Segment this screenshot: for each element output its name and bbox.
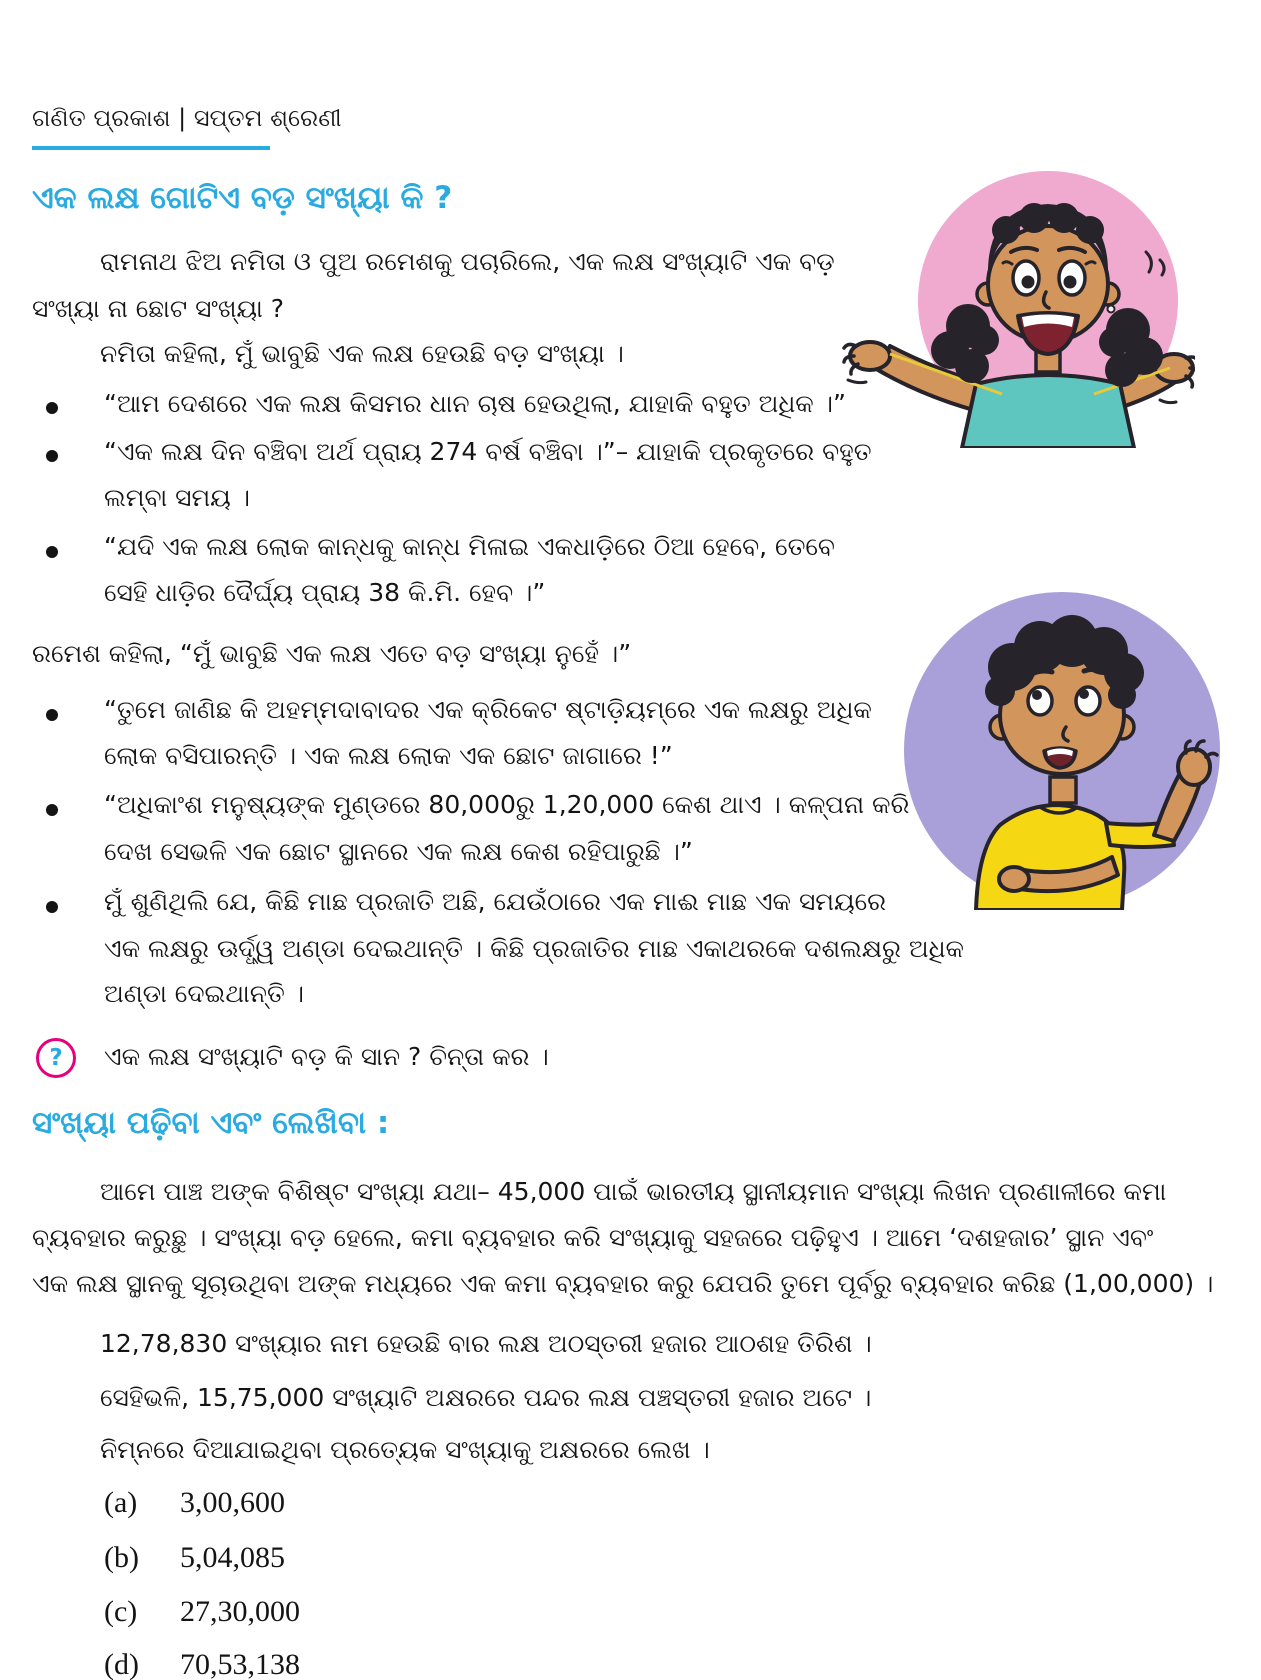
bullet-line: “ଆମ ଦେଶରେ ଏକ ଲକ୍ଷ କିସମର ଧାନ ଚାଷ ହେଉଥିଲା, ଯାହାକି ବହୁତ ଅଧିକ ।” (104, 389, 846, 418)
bullet-line: “ଅଧିକାଂଶ ମନୁଷ୍ୟଙ୍କ ମୁଣ୍ଡରେ 80,000ରୁ 1,20,000 କେଶ ଥାଏ । କଳ୍ପନା କରି (104, 790, 910, 819)
ramesh-intro-line: ରମେଶ କହିଲା, “ମୁଁ ଭାବୁଛି ଏକ ଲକ୍ଷ ଏତେ ବଡ଼ ସଂଖ୍ୟା ନୁହେଁ ।” (32, 639, 632, 668)
bullet-dot (46, 901, 58, 913)
exercise-item-label: (b) (104, 1541, 139, 1574)
bullet-dot (46, 546, 58, 558)
bullet-line: ଦେଖ ସେଭଳି ଏକ ଛୋଟ ସ୍ଥାନରେ ଏକ ଲକ୍ଷ କେଶ ରହିପାରୁଛି ।” (104, 837, 693, 866)
section1-heading: ଏକ ଲକ୍ଷ ଗୋଟିଏ ବଡ଼ ସଂଖ୍ୟା କି ? (32, 180, 453, 216)
boy-illustration-svg (860, 575, 1260, 910)
bullet-dot (46, 450, 58, 462)
exercise-item-value: 70,53,138 (180, 1648, 300, 1680)
bullet-line: “ତୁମେ ଜାଣିଛ କି ଅହମ୍ମଦାବାଦର ଏକ କ୍ରିକେଟ ଷ୍ଟାଡ଼ିୟମ୍‌ରେ ଏକ ଲକ୍ଷରୁ ଅଧିକ (104, 695, 872, 724)
section2-heading: ସଂଖ୍ୟା ପଢ଼ିବା ଏବଂ ଲେଖିବା : (32, 1105, 390, 1141)
bullet-line: ମୁଁ ଶୁଣିଥିଲି ଯେ, କିଛି ମାଛ ପ୍ରଜାତି ଅଛି, ଯେଉଁଠାରେ ଏକ ମାଈ ମାଛ ଏକ ସମୟରେ (104, 887, 887, 916)
exercise-item-label: (a) (104, 1486, 138, 1519)
bullet-line: ଏକ ଲକ୍ଷରୁ ଊର୍ଦ୍ଧ୍ୱ ଅଣ୍ଡା ଦେଇଥାନ୍ତି । କିଛି ପ୍ରଜାତିର ମାଛ ଏକାଥରକେ ଦଶଲକ୍ଷରୁ ଅଧିକ (104, 934, 965, 963)
girl-shirt (962, 375, 1134, 448)
bullet-dot (46, 402, 58, 414)
bullet-line: ଅଣ୍ଡା ଦେଇଥାନ୍ତି । (104, 979, 304, 1008)
think-question-line: ଏକ ଲକ୍ଷ ସଂଖ୍ୟାଟି ବଡ଼ କି ସାନ ? ଚିନ୍ତା କର । (104, 1042, 549, 1071)
header-underline (32, 146, 270, 150)
para-line: ବ୍ୟବହାର କରୁଛୁ । ସଂଖ୍ୟା ବଡ଼ ହେଲେ, କମା ବ୍ୟବହାର କରି ସଂଖ୍ୟାକୁ ସହଜରେ ପଢ଼ିହୁଏ । ଆମେ ‘ଦଶହଜାର’ ସ୍ଥାନ ଏବଂ (32, 1223, 1154, 1252)
exercise-item-value: 5,04,085 (180, 1541, 285, 1574)
boy-neck (1050, 777, 1076, 803)
para-line: ଆମେ ପାଞ୍ଚ ଅଙ୍କ ବିଶିଷ୍ଟ ସଂଖ୍ୟା ଯଥା– 45,000 ପାଇଁ ଭାରତୀୟ ସ୍ଥାନୀୟମାନ ସଂଖ୍ୟା ଲିଖନ ପ୍ରଣାଳୀରେ କମା (100, 1177, 1167, 1206)
example-line: ସେହିଭଳି, 15,75,000 ସଂଖ୍ୟାଟି ଅକ୍ଷରରେ ପନ୍ଦର ଲକ୍ଷ ପଞ୍ଚସ୍ତରୀ ହଜାର ଅଟେ । (100, 1383, 872, 1412)
page-header: ଗଣିତ ପ୍ରକାଶ | ସପ୍ତମ ଶ୍ରେଣୀ (32, 104, 342, 132)
girl-illustration-svg (830, 168, 1195, 448)
example-line: ନିମ୍ନରେ ଦିଆଯାଇଥିବା ପ୍ରତ୍ୟେକ ସଂଖ୍ୟାକୁ ଅକ୍ଷରରେ ଲେଖ । (100, 1435, 710, 1464)
intro-line: ସଂଖ୍ୟା ନା ଛୋଟ ସଂଖ୍ୟା ? (32, 294, 285, 323)
intro-line: ରାମନାଥ ଝିଅ ନମିତା ଓ ପୁଅ ରମେଶକୁ ପଚାରିଲେ, ଏକ ଲକ୍ଷ ସଂଖ୍ୟାଟି ଏକ ବଡ଼ (100, 247, 835, 276)
earring (1108, 306, 1115, 313)
namita-girl-illustration (830, 168, 1195, 448)
exercise-item-value: 3,00,600 (180, 1486, 285, 1519)
bullet-dot (46, 709, 58, 721)
bullet-line: “ଯଦି ଏକ ଲକ୍ଷ ଲୋକ କାନ୍ଧକୁ କାନ୍ଧ ମିଳାଇ ଏକଧାଡ଼ିରେ ଠିଆ ହେବେ, ତେବେ (104, 532, 835, 561)
bullet-line: ଲୋକ ବସିପାରନ୍ତି । ଏକ ଲକ୍ଷ ଲୋକ ଏକ ଛୋଟ ଜାଗାରେ !” (104, 741, 673, 770)
example-line: 12,78,830 ସଂଖ୍ୟାର ନାମ ହେଉଛି ବାର ଲକ୍ଷ ଅଠସ୍ତରୀ ହଜାର ଆଠଶହ ତିରିଶ । (100, 1329, 872, 1358)
exercise-item-label: (d) (104, 1648, 139, 1680)
exercise-item-label: (c) (104, 1595, 138, 1628)
exercise-item-value: 27,30,000 (180, 1595, 300, 1628)
bullet-line: ସେହି ଧାଡ଼ିର ଦୈର୍ଘ୍ୟ ପ୍ରାୟ 38 କି.ମି. ହେବ ।” (104, 578, 546, 607)
question-mark-icon: ? (36, 1038, 76, 1078)
bullet-line: “ଏକ ଲକ୍ଷ ଦିନ ବଞ୍ଚିବା ଅର୍ଥ ପ୍ରାୟ 274 ବର୍ଷ ବଞ୍ଚିବା ।”– ଯାହାକି ପ୍ରକୃତରେ ବହୁତ (104, 437, 872, 466)
ramesh-boy-illustration (860, 575, 1260, 910)
boy-other-hand (999, 867, 1029, 891)
para-line: ଏକ ଲକ୍ଷ ସ୍ଥାନକୁ ସୂଚାଉଥିବା ଅଙ୍କ ମଧ୍ୟରେ ଏକ କମା ବ୍ୟବହାର କରୁ ଯେପରି ତୁମେ ପୂର୍ବରୁ ବ୍ୟବହାର କରିଛ (1,00,000) । (32, 1269, 1214, 1298)
intro-line: ନମିତା କହିଲା, ମୁଁ ଭାବୁଛି ଏକ ଲକ୍ଷ ହେଉଛି ବଡ଼ ସଂଖ୍ୟା । (100, 339, 624, 368)
bullet-dot (46, 804, 58, 816)
bullet-line: ଲମ୍ବା ସମୟ । (104, 483, 250, 512)
